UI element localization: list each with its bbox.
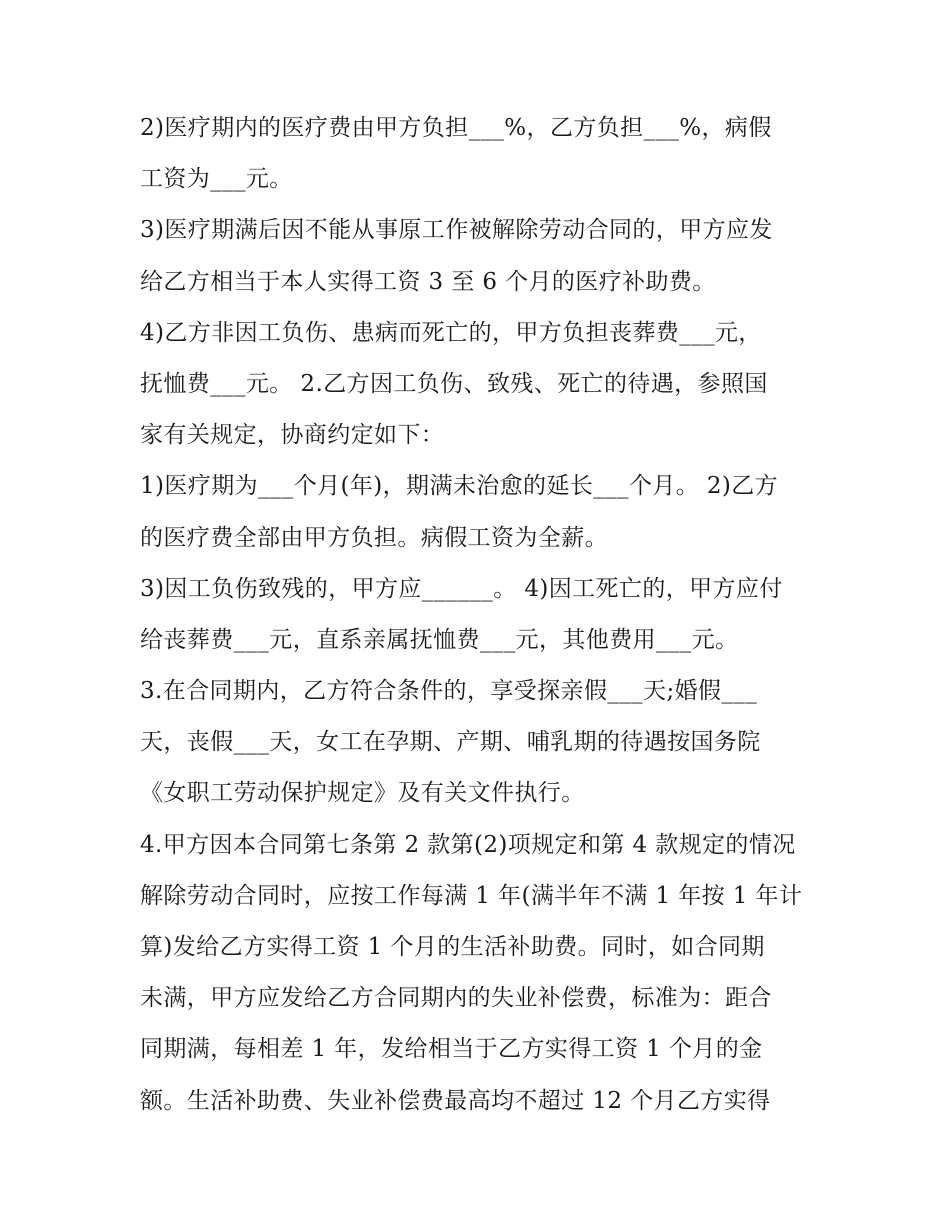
text-line: 同期满，每相差 1 年，发给相当于乙方实得工资 1 个月的金 — [140, 1036, 763, 1063]
text-line: 解除劳动合同时，应按工作每满 1 年(满半年不满 1 年按 1 年计 — [140, 882, 803, 909]
text-line: 家有关规定，协商约定如下： — [140, 422, 445, 449]
text-line: 算)发给乙方实得工资 1 个月的生活补助费。同时，如合同期 — [140, 934, 765, 960]
text-line: 《女职工劳动保护规定》及有关文件执行。 — [140, 780, 585, 807]
text-line: 工资为___元。 — [140, 166, 293, 193]
text-line: 天，丧假___天，女工在孕期、产期、哺乳期的待遇按国务院 — [140, 729, 761, 756]
text-line: 额。生活补助费、失业补偿费最高均不超过 12 个月乙方实得 — [140, 1087, 771, 1114]
text-line: 3)医疗期满后因不能从事原工作被解除劳动合同的，甲方应发 — [140, 217, 773, 244]
text-line: 3)因工负伤致残的，甲方应______。 4)因工死亡的，甲方应付 — [140, 575, 783, 602]
text-line: 未满，甲方应发给乙方合同期内的失业补偿费，标准为：距合 — [140, 985, 772, 1012]
text-line: 3.在合同期内，乙方符合条件的，享受探亲假___天;婚假___ — [140, 678, 758, 705]
text-line: 的医疗费全部由甲方负担。病假工资为全薪。 — [140, 524, 608, 551]
text-line: 给丧葬费___元，直系亲属抚恤费___元，其他费用___元。 — [140, 626, 739, 653]
text-line: 4.甲方因本合同第七条第 2 款第(2)项规定和第 4 款规定的情况 — [140, 831, 796, 858]
text-line: 1)医疗期为___个月(年)，期满未治愈的延长___个月。 2)乙方 — [140, 473, 779, 500]
text-line: 抚恤费___元。 2.乙方因工负伤、致残、死亡的待遇，参照国 — [140, 370, 768, 397]
text-line: 2)医疗期内的医疗费由甲方负担___%，乙方负担___%，病假 — [140, 115, 772, 141]
text-line: 给乙方相当于本人实得工资 3 至 6 个月的医疗补助费。 — [140, 268, 716, 295]
text-line: 4)乙方非因工负伤、患病而死亡的，甲方负担丧葬费___元， — [140, 319, 762, 346]
document-body — [140, 103, 830, 1127]
